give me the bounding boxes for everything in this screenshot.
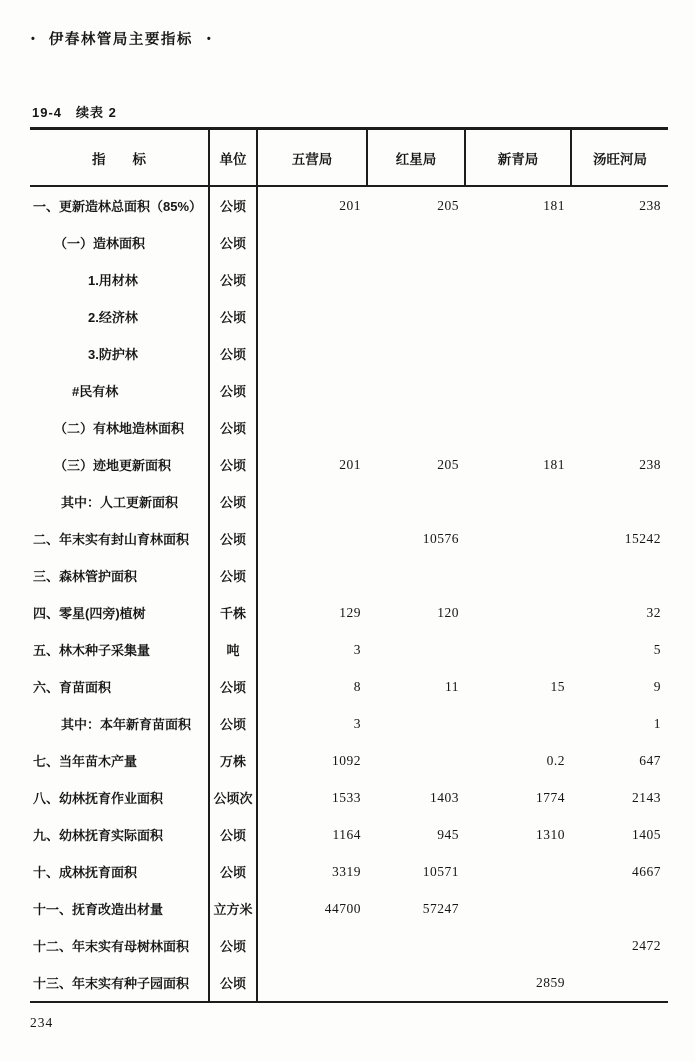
table-row	[30, 668, 668, 705]
value-cell: 15	[550, 678, 565, 694]
indicator-label: 十、成林抚育面积	[30, 853, 210, 890]
indicator-label: 其中：人工更新面积	[30, 483, 210, 520]
value-cell	[466, 853, 572, 890]
table-row	[30, 927, 668, 964]
value-cell	[466, 705, 572, 742]
value-cell	[466, 261, 572, 298]
table-row	[30, 594, 668, 631]
unit-cell: 公顷	[210, 298, 258, 335]
table-row	[30, 335, 668, 372]
value-cell: 1092	[332, 752, 361, 768]
value-cell	[466, 335, 572, 372]
value-cell	[572, 224, 668, 261]
unit-cell: 公顷	[210, 409, 258, 446]
table-row	[30, 890, 668, 927]
value-cell	[258, 224, 368, 261]
value-cell	[258, 335, 368, 372]
doc-header	[31, 28, 211, 49]
indicator-label: 六、育苗面积	[30, 668, 210, 705]
value-cell	[572, 964, 668, 1001]
value-cell: 129	[339, 604, 361, 620]
value-cell: 10576	[422, 530, 459, 546]
table-row	[30, 964, 668, 1001]
value-cell: 647	[639, 752, 661, 768]
table-row	[30, 742, 668, 779]
unit-cell: 公顷	[210, 927, 258, 964]
column-header-xinqing: 新青局	[466, 130, 572, 185]
unit-cell: 公顷	[210, 446, 258, 483]
value-cell	[368, 705, 466, 742]
value-cell: 201	[339, 197, 361, 213]
table-row	[30, 557, 668, 594]
value-cell: 238	[639, 456, 661, 472]
value-cell: 3	[353, 715, 361, 731]
unit-cell: 公顷	[210, 261, 258, 298]
value-cell	[572, 890, 668, 927]
value-cell	[466, 927, 572, 964]
unit-cell: 万株	[210, 742, 258, 779]
unit-cell: 公顷	[210, 668, 258, 705]
value-cell: 44700	[324, 900, 361, 916]
value-cell: 57247	[422, 900, 459, 916]
table-body	[30, 187, 668, 1001]
unit-cell: 立方米	[210, 890, 258, 927]
unit-cell: 公顷次	[210, 779, 258, 816]
value-cell: 181	[543, 456, 565, 472]
value-cell	[258, 409, 368, 446]
indicator-label: 二、年末实有封山育林面积	[30, 520, 210, 557]
indicator-label: 五、林木种子采集量	[30, 631, 210, 668]
unit-cell: 公顷	[210, 557, 258, 594]
value-cell: 1774	[536, 789, 565, 805]
value-cell	[258, 261, 368, 298]
value-cell: 2859	[536, 974, 565, 990]
value-cell	[466, 520, 572, 557]
indicator-label: 3.防护林	[30, 335, 210, 372]
value-cell: 120	[437, 604, 459, 620]
header-bullet-left-icon: •	[31, 32, 35, 45]
value-cell	[368, 335, 466, 372]
value-cell: 181	[543, 197, 565, 213]
indicator-label: （三）迹地更新面积	[30, 446, 210, 483]
value-cell: 8	[353, 678, 361, 694]
value-cell: 201	[339, 456, 361, 472]
value-cell	[368, 372, 466, 409]
value-cell	[572, 409, 668, 446]
value-cell	[368, 298, 466, 335]
value-cell	[258, 372, 368, 409]
header-bullet-right-icon: •	[206, 32, 211, 45]
value-cell	[466, 224, 572, 261]
table-row	[30, 298, 668, 335]
value-cell: 205	[437, 197, 459, 213]
indicator-label: 九、幼林抚育实际面积	[30, 816, 210, 853]
value-cell: 3319	[332, 863, 361, 879]
indicator-label: #民有林	[30, 372, 210, 409]
indicators-table	[30, 127, 668, 1003]
column-header-tangwanghe: 汤旺河局	[593, 151, 647, 167]
value-cell	[572, 261, 668, 298]
column-header-unit: 单位	[210, 130, 258, 185]
column-header-indicator: 指 标	[30, 130, 210, 185]
indicator-label: 三、森林管护面积	[30, 557, 210, 594]
page-number: 234	[30, 1015, 54, 1030]
value-cell	[466, 483, 572, 520]
value-cell: 2143	[632, 789, 661, 805]
unit-cell: 公顷	[210, 187, 258, 224]
indicator-label: 十一、抚育改造出材量	[30, 890, 210, 927]
indicator-label: 十三、年末实有种子园面积	[30, 964, 210, 1001]
unit-cell: 吨	[210, 631, 258, 668]
table-row	[30, 261, 668, 298]
value-cell: 4667	[632, 863, 661, 879]
value-cell	[572, 372, 668, 409]
value-cell	[572, 483, 668, 520]
value-cell	[368, 631, 466, 668]
value-cell	[258, 927, 368, 964]
value-cell: 205	[437, 456, 459, 472]
value-cell	[466, 409, 572, 446]
value-cell: 1	[653, 715, 661, 731]
unit-cell: 公顷	[210, 705, 258, 742]
unit-cell: 公顷	[210, 964, 258, 1001]
value-cell	[572, 335, 668, 372]
indicator-label: 一、更新造林总面积（85%）	[30, 187, 210, 224]
value-cell	[466, 631, 572, 668]
table-header-row	[30, 130, 668, 187]
value-cell: 2472	[632, 937, 661, 953]
table-row	[30, 705, 668, 742]
indicator-label: 2.经济林	[30, 298, 210, 335]
value-cell	[258, 483, 368, 520]
value-cell	[466, 557, 572, 594]
value-cell	[368, 224, 466, 261]
table-row	[30, 853, 668, 890]
value-cell: 1403	[430, 789, 459, 805]
value-cell: 1310	[536, 826, 565, 842]
value-cell: 32	[646, 604, 661, 620]
value-cell: 11	[445, 678, 459, 694]
indicator-label: 七、当年苗木产量	[30, 742, 210, 779]
value-cell	[258, 520, 368, 557]
table-row	[30, 187, 668, 224]
indicator-label: 其中：本年新育苗面积	[30, 705, 210, 742]
unit-cell: 公顷	[210, 520, 258, 557]
value-cell: 1164	[332, 826, 361, 842]
table-row	[30, 779, 668, 816]
table-row	[30, 224, 668, 261]
unit-cell: 公顷	[210, 816, 258, 853]
value-cell	[368, 261, 466, 298]
unit-cell: 公顷	[210, 853, 258, 890]
value-cell	[368, 964, 466, 1001]
unit-cell: 公顷	[210, 372, 258, 409]
table-row	[30, 446, 668, 483]
table-row	[30, 631, 668, 668]
value-cell: 15242	[624, 530, 661, 546]
value-cell: 0.2	[546, 752, 565, 768]
value-cell	[258, 964, 368, 1001]
value-cell	[466, 298, 572, 335]
value-cell	[466, 594, 572, 631]
table-row	[30, 520, 668, 557]
value-cell: 238	[639, 197, 661, 213]
value-cell: 5	[653, 641, 661, 657]
value-cell	[572, 298, 668, 335]
unit-cell: 公顷	[210, 335, 258, 372]
value-cell	[368, 483, 466, 520]
value-cell	[368, 557, 466, 594]
value-cell	[466, 890, 572, 927]
indicator-label: （二）有林地造林面积	[30, 409, 210, 446]
value-cell	[572, 557, 668, 594]
page-title: 伊春林管局主要指标	[48, 32, 193, 48]
column-header-hongxing: 红星局	[368, 130, 466, 185]
column-header-wuying: 五营局	[258, 130, 368, 185]
indicator-label: 1.用材林	[30, 261, 210, 298]
unit-cell: 千株	[210, 594, 258, 631]
value-cell: 1405	[632, 826, 661, 842]
value-cell: 3	[353, 641, 361, 657]
value-cell: 10571	[422, 863, 459, 879]
value-cell	[368, 927, 466, 964]
value-cell: 9	[653, 678, 661, 694]
indicator-label: 八、幼林抚育作业面积	[30, 779, 210, 816]
unit-cell: 公顷	[210, 224, 258, 261]
table-row	[30, 372, 668, 409]
table-row	[30, 816, 668, 853]
indicator-label: （一）造林面积	[30, 224, 210, 261]
value-cell	[368, 742, 466, 779]
indicator-label: 四、零星(四旁)植树	[30, 594, 210, 631]
table-caption: 19-4 续表 2	[32, 105, 117, 120]
table-row	[30, 483, 668, 520]
value-cell: 945	[437, 826, 459, 842]
value-cell	[258, 298, 368, 335]
unit-cell: 公顷	[210, 483, 258, 520]
value-cell: 1533	[332, 789, 361, 805]
value-cell	[368, 409, 466, 446]
indicator-label: 十二、年末实有母树林面积	[30, 927, 210, 964]
value-cell	[466, 372, 572, 409]
value-cell	[258, 557, 368, 594]
table-row	[30, 409, 668, 446]
